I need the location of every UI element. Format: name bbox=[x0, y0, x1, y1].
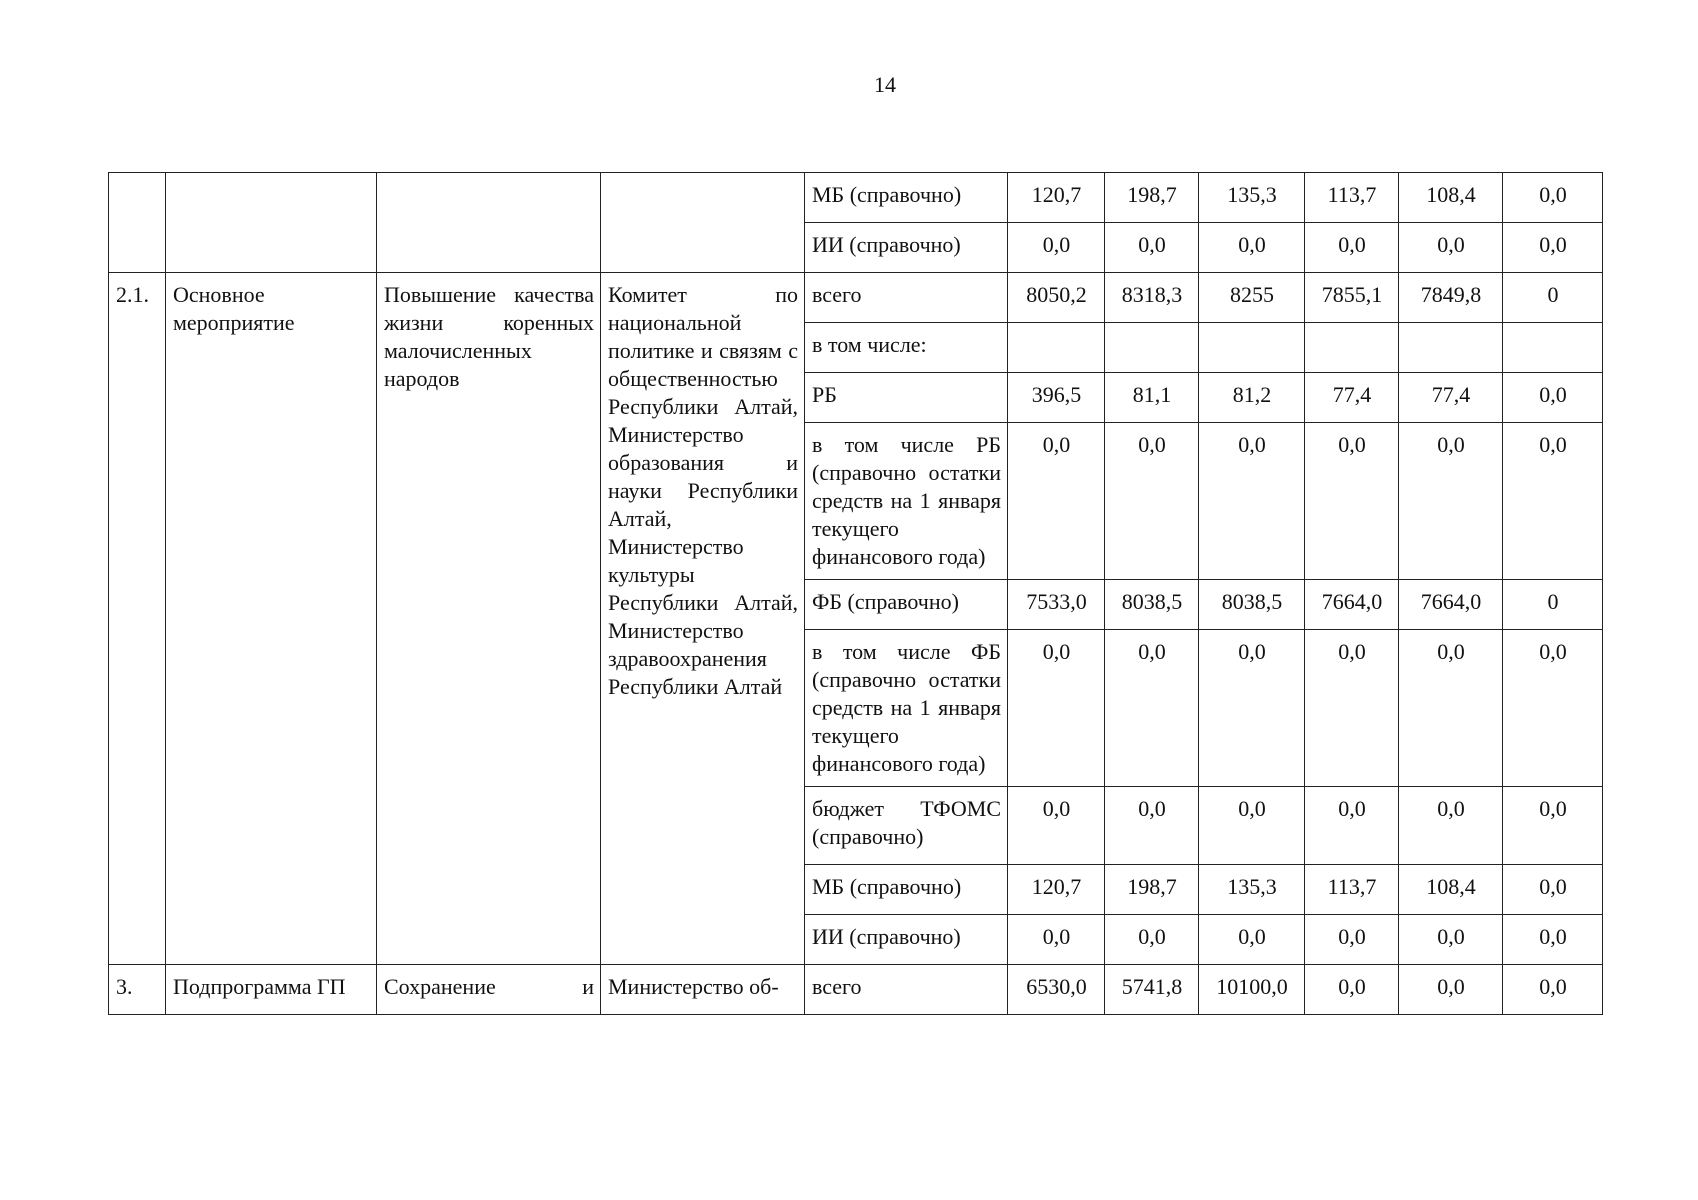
item-name: Основное мероприятие bbox=[166, 273, 377, 965]
funding-source: всего bbox=[805, 965, 1008, 1015]
value-cell: 81,2 bbox=[1199, 373, 1305, 423]
funding-source: ИИ (справочно) bbox=[805, 915, 1008, 965]
value-cell: 0,0 bbox=[1503, 787, 1603, 865]
value-cell: 0,0 bbox=[1199, 787, 1305, 865]
value-cell: 0 bbox=[1503, 273, 1603, 323]
table-row bbox=[109, 173, 1603, 223]
value-cell: 7855,1 bbox=[1305, 273, 1399, 323]
value-cell: 0,0 bbox=[1008, 787, 1105, 865]
item-executor: Министерство об- bbox=[601, 965, 805, 1015]
value-cell: 0,0 bbox=[1503, 173, 1603, 223]
table-row bbox=[109, 965, 1603, 1015]
value-cell: 8255 bbox=[1199, 273, 1305, 323]
value-cell: 8038,5 bbox=[1199, 580, 1305, 630]
value-cell: 135,3 bbox=[1199, 173, 1305, 223]
table-row bbox=[109, 273, 1603, 323]
value-cell: 0,0 bbox=[1105, 423, 1199, 580]
value-cell: 108,4 bbox=[1399, 865, 1503, 915]
item-goal: Сохранение и bbox=[377, 965, 601, 1015]
funding-source: в том числе ФБ (справочно остатки средств на 1 января текущего финансового года) bbox=[805, 630, 1008, 787]
value-cell: 0,0 bbox=[1399, 630, 1503, 787]
value-cell: 0,0 bbox=[1503, 423, 1603, 580]
value-cell: 0,0 bbox=[1008, 630, 1105, 787]
value-cell: 0 bbox=[1503, 580, 1603, 630]
value-cell: 0,0 bbox=[1503, 630, 1603, 787]
funding-source: МБ (справочно) bbox=[805, 173, 1008, 223]
value-cell: 0,0 bbox=[1008, 423, 1105, 580]
funding-source: всего bbox=[805, 273, 1008, 323]
value-cell: 0,0 bbox=[1199, 915, 1305, 965]
value-cell: 77,4 bbox=[1399, 373, 1503, 423]
item-goal: Повышение качества жизни коренных малочисленных народов bbox=[377, 273, 601, 965]
value-cell: 198,7 bbox=[1105, 173, 1199, 223]
funding-source: ИИ (справочно) bbox=[805, 223, 1008, 273]
value-cell: 0,0 bbox=[1199, 223, 1305, 273]
value-cell: 0,0 bbox=[1105, 223, 1199, 273]
value-cell: 0,0 bbox=[1305, 965, 1399, 1015]
value-cell: 5741,8 bbox=[1105, 965, 1199, 1015]
page-number: 14 bbox=[874, 72, 896, 97]
value-cell: 113,7 bbox=[1305, 865, 1399, 915]
value-cell: 0,0 bbox=[1105, 630, 1199, 787]
funding-source: ФБ (справочно) bbox=[805, 580, 1008, 630]
value-cell: 198,7 bbox=[1105, 865, 1199, 915]
item-number: 2.1. bbox=[109, 273, 166, 965]
value-cell: 0,0 bbox=[1503, 915, 1603, 965]
value-cell: 77,4 bbox=[1305, 373, 1399, 423]
value-cell: 120,7 bbox=[1008, 173, 1105, 223]
value-cell: 8050,2 bbox=[1008, 273, 1105, 323]
value-cell: 0,0 bbox=[1305, 423, 1399, 580]
funding-source: бюджет ТФОМС (справочно) bbox=[805, 787, 1008, 865]
value-cell: 0,0 bbox=[1105, 787, 1199, 865]
value-cell: 120,7 bbox=[1008, 865, 1105, 915]
value-cell: 0,0 bbox=[1503, 865, 1603, 915]
funding-source: МБ (справочно) bbox=[805, 865, 1008, 915]
value-cell: 0,0 bbox=[1199, 423, 1305, 580]
item-name: Подпрограмма ГП bbox=[166, 965, 377, 1015]
value-cell: 7849,8 bbox=[1399, 273, 1503, 323]
value-cell: 7533,0 bbox=[1008, 580, 1105, 630]
value-cell: 135,3 bbox=[1199, 865, 1305, 915]
value-cell: 113,7 bbox=[1305, 173, 1399, 223]
value-cell: 0,0 bbox=[1008, 223, 1105, 273]
value-cell: 0,0 bbox=[1305, 630, 1399, 787]
value-cell bbox=[1399, 323, 1503, 373]
value-cell: 0,0 bbox=[1305, 223, 1399, 273]
item-executor: Комитет по национальной политике и связям с общественностью Республики Алтай, Министерство образования и науки Республики Алтай, Министерство культуры Республики Алтай, Министерство здравоохранения Республики Алтай bbox=[601, 273, 805, 965]
value-cell: 0,0 bbox=[1105, 915, 1199, 965]
value-cell: 0,0 bbox=[1305, 787, 1399, 865]
value-cell: 0,0 bbox=[1503, 373, 1603, 423]
value-cell: 396,5 bbox=[1008, 373, 1105, 423]
funding-source: в том числе: bbox=[805, 323, 1008, 373]
value-cell: 0,0 bbox=[1503, 223, 1603, 273]
value-cell: 0,0 bbox=[1199, 630, 1305, 787]
value-cell: 0,0 bbox=[1399, 787, 1503, 865]
value-cell: 0,0 bbox=[1399, 423, 1503, 580]
value-cell: 0,0 bbox=[1503, 965, 1603, 1015]
budget-table bbox=[108, 172, 1603, 1015]
value-cell bbox=[1008, 323, 1105, 373]
value-cell: 0,0 bbox=[1008, 915, 1105, 965]
value-cell: 0,0 bbox=[1305, 915, 1399, 965]
value-cell: 10100,0 bbox=[1199, 965, 1305, 1015]
value-cell: 7664,0 bbox=[1305, 580, 1399, 630]
value-cell bbox=[1305, 323, 1399, 373]
value-cell bbox=[1503, 323, 1603, 373]
value-cell: 0,0 bbox=[1399, 915, 1503, 965]
funding-source: РБ bbox=[805, 373, 1008, 423]
item-number: 3. bbox=[109, 965, 166, 1015]
value-cell: 0,0 bbox=[1399, 223, 1503, 273]
value-cell: 8038,5 bbox=[1105, 580, 1199, 630]
funding-source: в том числе РБ (справочно остатки средств на 1 января текущего финансового года) bbox=[805, 423, 1008, 580]
value-cell: 81,1 bbox=[1105, 373, 1199, 423]
value-cell bbox=[1199, 323, 1305, 373]
value-cell: 7664,0 bbox=[1399, 580, 1503, 630]
value-cell: 8318,3 bbox=[1105, 273, 1199, 323]
value-cell: 108,4 bbox=[1399, 173, 1503, 223]
value-cell bbox=[1105, 323, 1199, 373]
value-cell: 0,0 bbox=[1399, 965, 1503, 1015]
value-cell: 6530,0 bbox=[1008, 965, 1105, 1015]
